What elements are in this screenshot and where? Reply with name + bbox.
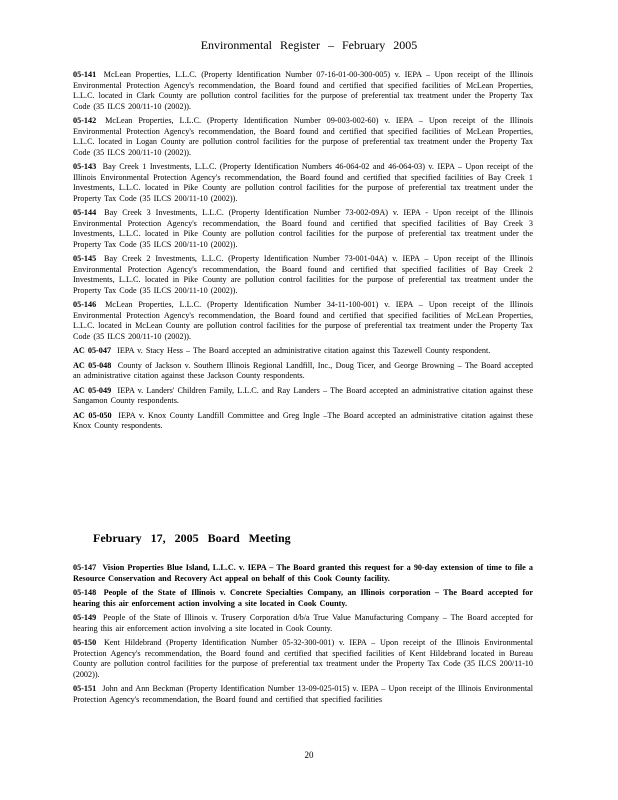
entry-number: AC 05-049 — [73, 385, 112, 395]
entry-text: IEPA v. Landers' Children Family, L.L.C. and Ray Landers – The Board accepted an administrative citation against these Sangamon County respondents. — [73, 385, 533, 405]
entry-text: Kent Hildebrand (Property Identification Number 05-32-300-001) v. IEPA – Upon receipt of the Illinois Environmental Protection Agency's recommendation, the Board found and certified that specified facilities of Kent Hildebrand located in Bureau County are pollution control facilities for the purpose of preferential tax treatment under the Property Tax Code (35 ILCS 200/11-10 (2002)). — [73, 638, 533, 679]
entry-number: 05-151 — [73, 684, 97, 693]
entry-number: 05-144 — [73, 208, 97, 217]
entry-number: 05-142 — [73, 116, 97, 125]
entry-text: IEPA v. Knox County Landfill Committee and Greg Ingle –The Board accepted an administrative citation against these Knox County respondents. — [73, 410, 533, 430]
entry-text: County of Jackson v. Southern Illinois Regional Landfill, Inc., Doug Ticer, and George Browning – The Board accepted an administrative citation against these Jackson County respondents. — [73, 360, 533, 380]
entry-text: Bay Creek 2 Investments, L.L.C. (Property Identification Number 73-001-04A) v. IEPA – Upon receipt of the Illinois Environmental Protection Agency's recommendation, the Board found and certified that specified facilities of Bay Creek 2 Investments, L.L.C. located in Pike County are pollution control facilities for the purpose of preferential tax treatment under the Property Tax Code (35 ILCS 200/11-10 (2002)). — [73, 254, 533, 295]
entry — [73, 386, 533, 407]
entry — [73, 162, 533, 204]
entry-number: AC 05-050 — [73, 410, 112, 420]
entry-text: People of the State of Illinois v. Trusery Corporation d/b/a True Value Manufacturing Company – The Board accepted for hearing this air enforcement action involving a site located in Cook County. — [73, 613, 534, 633]
entry-text: People of the State of Illinois v. Concrete Specialties Company, an Illinois corporation – The Board accepted for hearing this air enforcement action involving a site located in Cook County. — [73, 588, 534, 608]
entry — [73, 70, 533, 112]
entry-text: McLean Properties, L.L.C. (Property Identification Number 07-16-01-00-300-005) v. IEPA – Upon receipt of the Illinois Environmental Protection Agency's recommendation, the Board found and certified that specified facilities of McLean Properties, L.L.C. located in Clark County are pollution control facilities for the purpose of preferential tax treatment under the Property Tax Code (35 ILCS 200/11-10 (2002)). — [73, 70, 533, 111]
entry-text: Bay Creek 1 Investments, L.L.C. (Property Identification Numbers 46-064-02 and 46-064-03) v. IEPA – Upon receipt of the Illinois Environmental Protection Agency's recommendation, the Board found and certified that specified facilities of Bay Creek 1 Investments, L.L.C. located in Pike County are pollution control facilities for the purpose of preferential tax treatment under the Property Tax Code (35 ILCS 200/11-10 (2002)). — [73, 162, 534, 203]
entry — [73, 346, 533, 357]
entry — [73, 684, 533, 705]
entry-number: AC 05-047 — [73, 346, 112, 355]
entry-number: 05-147 — [73, 563, 97, 572]
entry-number: 05-150 — [73, 638, 97, 647]
entry-number: AC 05-048 — [73, 360, 112, 370]
page-number: 20 — [304, 750, 314, 760]
entry-text: Vision Properties Blue Island, L.L.C. v. IEPA – The Board granted this request for a 90-day extension of time to file a Resource Conservation and Recovery Act appeal on behalf of this Cook County facility. — [73, 563, 534, 583]
entry-text: McLean Properties, L.L.C. (Property Identification Number 34-11-100-001) v. IEPA – Upon receipt of the Illinois Environmental Protection Agency's recommendation, the Board found and certified that specified facilities of McLean Properties, L.L.C. located in McLean County are pollution control facilities for the purpose of preferential tax treatment under the Property Tax Code (35 ILCS 200/11-10 (2002)). — [73, 300, 534, 341]
entry — [73, 254, 533, 296]
entry-text: McLean Properties, L.L.C. (Property Identification Number 09-003-002-60) v. IEPA – Upon receipt of the Illinois Environmental Protection Agency's recommendation, the Board found and certified that specified facilities of McLean Properties, L.L.C. located in Logan County are pollution control facilities for the purpose of preferential tax treatment under the Property Tax Code (35 ILCS 200/11-10 (2002)). — [73, 116, 533, 157]
entry-text: Bay Creek 3 Investments, L.L.C. (Property Identification Number 73-002-09A) v. IEPA - Upon receipt of the Illinois Environmental Protection Agency's recommendation, the Board found and certified that specified facilities of Bay Creek 3 Investments, L.L.C. located in Pike County are pollution control facilities for the purpose of preferential tax treatment under the Property Tax Code (35 ILCS 200/11-10 (2002)). — [73, 208, 534, 249]
entry-number: 05-148 — [73, 588, 97, 597]
entry — [73, 613, 533, 634]
entry-text: IEPA v. Stacy Hess – The Board accepted an administrative citation against this Tazewell County respondent. — [117, 346, 491, 355]
entry-number: 05-145 — [73, 254, 97, 263]
entry — [73, 208, 533, 250]
entry-number: 05-141 — [73, 70, 97, 79]
entry — [73, 116, 533, 158]
board-meeting-entries — [73, 563, 533, 709]
entry-text: John and Ann Beckman (Property Identification Number 13-09-025-015) v. IEPA – Upon receipt of the Illinois Environmental Protection Agency's recommendation, the Board found and certified that specified facilities — [73, 684, 533, 704]
entry — [73, 563, 533, 584]
section-title: February 17, 2005 Board Meeting — [93, 531, 291, 545]
entry — [73, 300, 533, 342]
entry — [73, 638, 533, 680]
entry — [73, 411, 533, 432]
page-header: Environmental Register – February 2005 — [200, 38, 418, 52]
entry-number: 05-146 — [73, 300, 97, 309]
entry-number: 05-149 — [73, 613, 97, 622]
entries-list — [73, 70, 533, 436]
entry — [73, 361, 533, 382]
entry — [73, 588, 533, 609]
entry-number: 05-143 — [73, 162, 97, 171]
